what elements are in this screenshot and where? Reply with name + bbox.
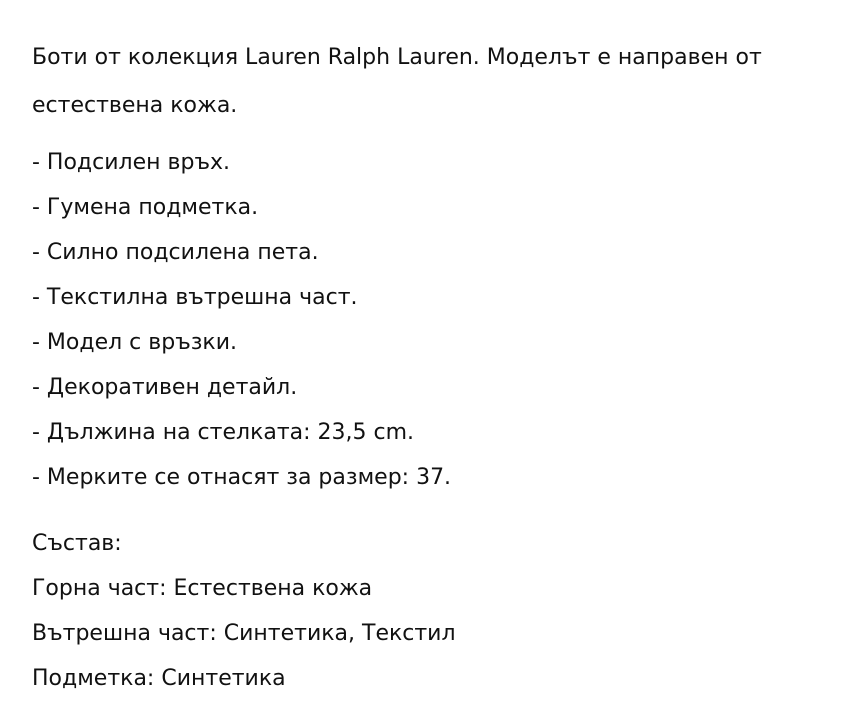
feature-item: - Декоративен детайл.	[32, 375, 298, 400]
feature-item: - Текстилна вътрешна част.	[32, 285, 358, 310]
composition-section	[32, 523, 456, 703]
feature-item: - Подсилен връх.	[32, 150, 230, 175]
feature-item: - Мерките се отнасят за размер: 37.	[32, 465, 452, 490]
feature-item: - Силно подсилена пета.	[32, 240, 319, 265]
composition-lining: Вътрешна част: Синтетика, Текстил	[32, 621, 456, 646]
feature-item: - Дължина на стелката: 23,5 cm.	[32, 420, 415, 445]
composition-upper: Горна част: Естествена кожа	[32, 576, 373, 601]
composition-heading: Състав:	[32, 531, 122, 556]
feature-item: - Модел с връзки.	[32, 330, 238, 355]
intro-paragraph: Боти от колекция Lauren Ralph Lauren. Моделът е направен от естествена кожа.	[32, 45, 762, 118]
composition-sole: Подметка: Синтетика	[32, 666, 286, 691]
feature-item: - Гумена подметка.	[32, 195, 259, 220]
feature-list	[32, 144, 451, 504]
